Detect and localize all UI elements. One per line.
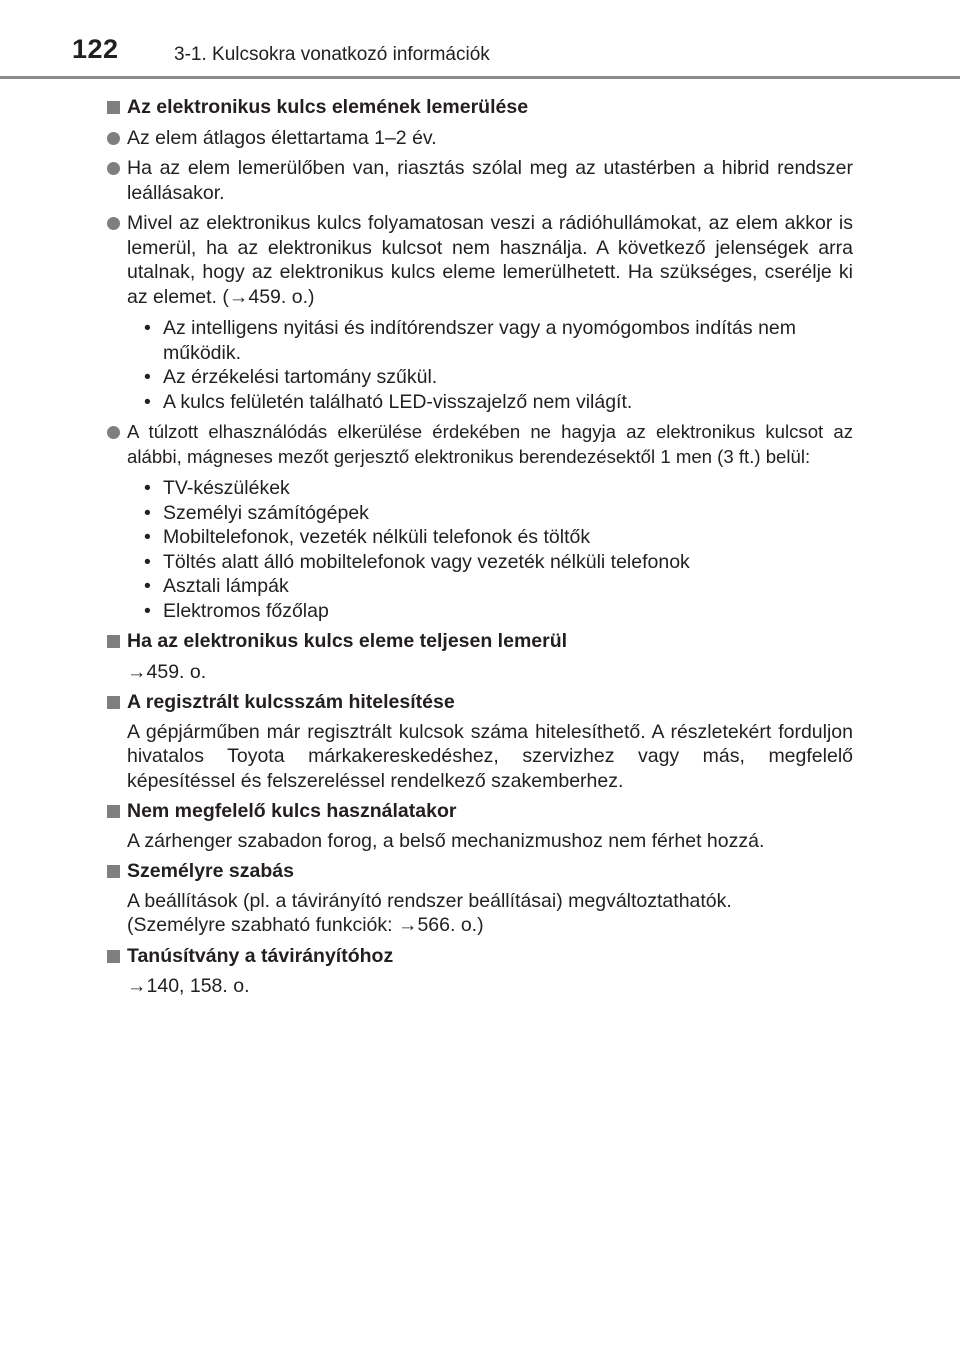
list-item: • Mobiltelefonok, vezeték nélküli telefonok és töltők xyxy=(144,525,853,550)
section-body xyxy=(107,889,853,938)
section-heading-wrong-key xyxy=(107,799,853,824)
list-item: • Az érzékelési tartomány szűkül. xyxy=(144,365,853,390)
section-title: A regisztrált kulcsszám hitelesítése xyxy=(127,691,455,713)
section-heading-certification xyxy=(107,944,853,969)
section-body: A gépjárműben már regisztrált kulcsok száma hitelesíthető. A részletekért forduljon hivatalos Toyota márkakereskedéshez, szervizhez vagy más, megfelelő képesítéssel és felszereléssel rendelkező szakemberhez. xyxy=(127,720,853,792)
section-body: A zárhenger szabadon forog, a belső mechanizmushoz nem férhet hozzá. xyxy=(127,829,765,852)
section-title: Tanúsítvány a távirányítóhoz xyxy=(127,944,394,967)
page-reference: →459. o. xyxy=(127,660,207,683)
section-title: Ha az elektronikus kulcs eleme teljesen lemerül xyxy=(127,630,568,652)
header-divider xyxy=(0,76,960,79)
bullet-magnetic-fields xyxy=(107,420,853,469)
device-list xyxy=(107,476,853,623)
square-bullet-icon xyxy=(107,865,120,878)
body-line: (Személyre szabható funkciók: →566. o.) xyxy=(127,914,484,936)
square-bullet-icon xyxy=(107,696,120,709)
page-number: 122 xyxy=(72,34,119,64)
list-item: • A kulcs felületén található LED-visszajelző nem világít. xyxy=(144,390,853,415)
list-item: • Az intelligens nyitási és indítórendszer vagy a nyomógombos indítás nem működik. xyxy=(144,316,853,365)
body-line: A beállítások (pl. a távirányító rendszer beállításai) megváltoztathatók. xyxy=(127,889,732,912)
section-title: Személyre szabás xyxy=(127,860,294,882)
circle-bullet-icon xyxy=(107,132,120,145)
bullet-battery-life xyxy=(107,126,853,151)
bullet-text: Mivel az elektronikus kulcs folyamatosan veszi a rádióhullámokat, az elem akkor is lemerül, ha az elektronikus kulcsot nem használja. A következő jelenségek arra utalnak, hogy az elektronikus kulcs eleme lemerülhetett. Ha szükséges, cserélje ki az elemet. (→459. o.) xyxy=(127,212,853,308)
section-heading-battery-depletion xyxy=(107,95,853,120)
circle-bullet-icon xyxy=(107,217,120,230)
chapter-title: 3-1. Kulcsokra vonatkozó információk xyxy=(174,44,490,65)
list-item: • TV-készülékek xyxy=(144,476,853,501)
section-title: Nem megfelelő kulcs használatakor xyxy=(127,800,457,822)
square-bullet-icon xyxy=(107,950,120,963)
bullet-low-battery-alarm xyxy=(107,156,853,205)
list-item: • Töltés alatt álló mobiltelefonok vagy vezeték nélküli telefonok xyxy=(144,550,853,575)
list-item: • Elektromos főzőlap xyxy=(144,599,853,624)
list-item: • Asztali lámpák xyxy=(144,574,853,599)
square-bullet-icon xyxy=(107,101,120,114)
page-reference: →140, 158. o. xyxy=(127,975,250,997)
section-heading-customization xyxy=(107,859,853,884)
list-item: • Személyi számítógépek xyxy=(144,501,853,526)
section-heading-key-verification xyxy=(107,690,853,715)
page-header xyxy=(0,0,960,80)
circle-bullet-icon xyxy=(107,162,120,175)
bullet-text: Az elem átlagos élettartama 1–2 év. xyxy=(127,126,437,149)
page-content xyxy=(107,89,853,999)
bullet-radio-waves xyxy=(107,211,853,309)
square-bullet-icon xyxy=(107,805,120,818)
symptom-list xyxy=(107,316,853,414)
bullet-text: A túlzott elhasználódás elkerülése érdekében ne hagyja az elektronikus kulcsot az alábbi, mágneses mezőt gerjesztő elektronikus berendezésektől 1 men (3 ft.) belül: xyxy=(127,421,853,467)
circle-bullet-icon xyxy=(107,426,120,439)
section-heading-fully-depleted xyxy=(107,629,853,654)
square-bullet-icon xyxy=(107,635,120,648)
section-title: Az elektronikus kulcs elemének lemerülése xyxy=(127,96,529,118)
bullet-text: Ha az elem lemerülőben van, riasztás szólal meg az utastérben a hibrid rendszer leállásakor. xyxy=(127,157,853,204)
